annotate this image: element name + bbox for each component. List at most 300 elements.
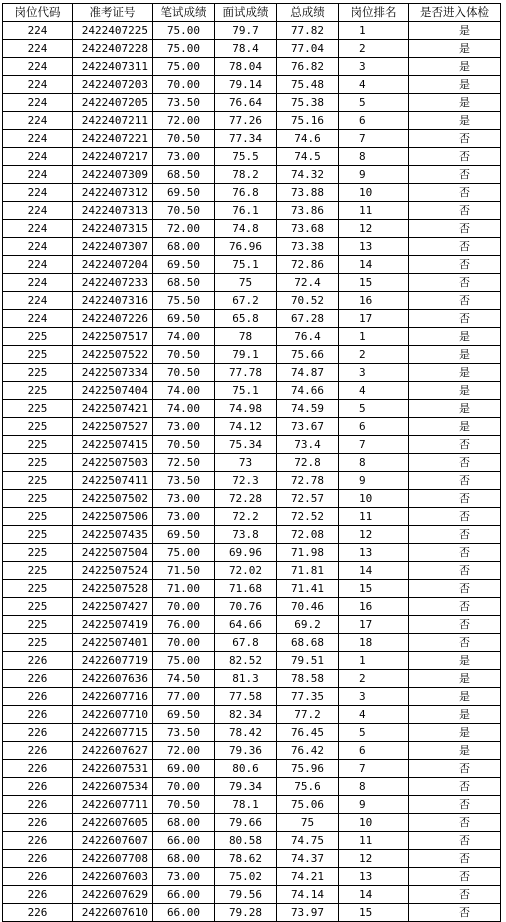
post-code-cell: 224: [3, 202, 73, 220]
interview-score-cell: 78.4: [215, 40, 277, 58]
rank-cell: 9: [339, 166, 409, 184]
interview-score-cell: 80.58: [215, 832, 277, 850]
interview-score-cell: 75.34: [215, 436, 277, 454]
rank-cell: 7: [339, 436, 409, 454]
interview-score-cell: 76.64: [215, 94, 277, 112]
physical-exam-cell: 否: [409, 580, 501, 598]
physical-exam-cell: 否: [409, 292, 501, 310]
interview-score-cell: 82.34: [215, 706, 277, 724]
physical-exam-cell: 否: [409, 760, 501, 778]
written-score-cell: 70.00: [153, 76, 215, 94]
ticket-number-cell: 2422507421: [73, 400, 153, 418]
total-score-cell: 75.96: [277, 760, 339, 778]
ticket-number-cell: 2422607710: [73, 706, 153, 724]
ticket-number-cell: 2422407221: [73, 130, 153, 148]
physical-exam-cell: 否: [409, 904, 501, 922]
total-score-cell: 77.2: [277, 706, 339, 724]
ticket-number-cell: 2422407217: [73, 148, 153, 166]
interview-score-cell: 78.42: [215, 724, 277, 742]
physical-exam-cell: 否: [409, 310, 501, 328]
total-score-cell: 77.04: [277, 40, 339, 58]
written-score-cell: 74.00: [153, 400, 215, 418]
post-code-cell: 226: [3, 652, 73, 670]
interview-score-cell: 75: [215, 274, 277, 292]
interview-score-cell: 71.68: [215, 580, 277, 598]
interview-score-cell: 78.2: [215, 166, 277, 184]
physical-exam-cell: 是: [409, 346, 501, 364]
post-code-cell: 225: [3, 418, 73, 436]
rank-cell: 15: [339, 904, 409, 922]
post-code-cell: 224: [3, 220, 73, 238]
total-score-cell: 73.67: [277, 418, 339, 436]
written-score-cell: 70.00: [153, 778, 215, 796]
table-row: [3, 616, 501, 634]
total-score-cell: 74.59: [277, 400, 339, 418]
interview-score-cell: 80.6: [215, 760, 277, 778]
written-score-cell: 75.00: [153, 544, 215, 562]
interview-score-cell: 74.8: [215, 220, 277, 238]
rank-cell: 10: [339, 184, 409, 202]
post-code-cell: 224: [3, 130, 73, 148]
physical-exam-cell: 否: [409, 130, 501, 148]
written-score-cell: 75.00: [153, 40, 215, 58]
table-row: [3, 814, 501, 832]
rank-cell: 3: [339, 688, 409, 706]
total-score-cell: 76.4: [277, 328, 339, 346]
interview-score-cell: 67.8: [215, 634, 277, 652]
rank-cell: 11: [339, 202, 409, 220]
table-row: [3, 436, 501, 454]
ticket-number-cell: 2422407226: [73, 310, 153, 328]
physical-exam-cell: 是: [409, 670, 501, 688]
post-code-cell: 225: [3, 436, 73, 454]
rank-cell: 3: [339, 58, 409, 76]
post-code-cell: 224: [3, 238, 73, 256]
ticket-number-cell: 2422507517: [73, 328, 153, 346]
post-code-cell: 225: [3, 598, 73, 616]
table-row: [3, 382, 501, 400]
post-code-cell: 224: [3, 256, 73, 274]
total-score-cell: 73.88: [277, 184, 339, 202]
post-code-cell: 225: [3, 580, 73, 598]
ticket-number-cell: 2422607531: [73, 760, 153, 778]
rank-cell: 17: [339, 616, 409, 634]
physical-exam-cell: 是: [409, 58, 501, 76]
table-row: [3, 202, 501, 220]
ticket-number-cell: 2422407228: [73, 40, 153, 58]
ticket-number-cell: 2422607607: [73, 832, 153, 850]
total-score-cell: 73.68: [277, 220, 339, 238]
total-score-cell: 75.48: [277, 76, 339, 94]
table-row: [3, 94, 501, 112]
rank-cell: 7: [339, 130, 409, 148]
rank-cell: 4: [339, 76, 409, 94]
table-row: [3, 580, 501, 598]
written-score-cell: 68.00: [153, 238, 215, 256]
written-score-cell: 69.50: [153, 706, 215, 724]
physical-exam-cell: 否: [409, 472, 501, 490]
physical-exam-cell: 否: [409, 544, 501, 562]
total-score-cell: 76.45: [277, 724, 339, 742]
physical-exam-cell: 是: [409, 112, 501, 130]
post-code-cell: 226: [3, 850, 73, 868]
ticket-number-cell: 2422607708: [73, 850, 153, 868]
written-score-cell: 70.50: [153, 436, 215, 454]
interview-score-cell: 78.1: [215, 796, 277, 814]
rank-cell: 15: [339, 580, 409, 598]
table-row: [3, 598, 501, 616]
interview-score-cell: 77.78: [215, 364, 277, 382]
written-score-cell: 73.50: [153, 94, 215, 112]
physical-exam-cell: 否: [409, 778, 501, 796]
interview-score-cell: 70.76: [215, 598, 277, 616]
ticket-number-cell: 2422507404: [73, 382, 153, 400]
table-row: [3, 418, 501, 436]
rank-cell: 4: [339, 706, 409, 724]
total-score-cell: 69.2: [277, 616, 339, 634]
post-code-cell: 225: [3, 616, 73, 634]
written-score-cell: 75.00: [153, 652, 215, 670]
table-row: [3, 688, 501, 706]
rank-cell: 14: [339, 886, 409, 904]
post-code-cell: 226: [3, 742, 73, 760]
written-score-cell: 73.00: [153, 508, 215, 526]
written-score-cell: 69.50: [153, 310, 215, 328]
table-row: [3, 472, 501, 490]
rank-cell: 5: [339, 724, 409, 742]
written-score-cell: 73.00: [153, 868, 215, 886]
written-score-cell: 66.00: [153, 904, 215, 922]
ticket-number-cell: 2422407315: [73, 220, 153, 238]
table-row: [3, 184, 501, 202]
interview-score-cell: 76.1: [215, 202, 277, 220]
total-score-cell: 74.14: [277, 886, 339, 904]
physical-exam-cell: 否: [409, 508, 501, 526]
written-score-cell: 69.00: [153, 760, 215, 778]
total-score-cell: 72.78: [277, 472, 339, 490]
interview-score-cell: 79.14: [215, 76, 277, 94]
ticket-number-cell: 2422407203: [73, 76, 153, 94]
post-code-cell: 224: [3, 148, 73, 166]
rank-cell: 5: [339, 94, 409, 112]
interview-score-cell: 74.98: [215, 400, 277, 418]
total-score-cell: 75.16: [277, 112, 339, 130]
physical-exam-cell: 否: [409, 454, 501, 472]
ticket-number-cell: 2422507524: [73, 562, 153, 580]
post-code-cell: 224: [3, 112, 73, 130]
table-row: [3, 760, 501, 778]
written-score-cell: 68.50: [153, 166, 215, 184]
ticket-number-cell: 2422607719: [73, 652, 153, 670]
rank-cell: 2: [339, 670, 409, 688]
post-code-cell: 225: [3, 328, 73, 346]
ticket-number-cell: 2422507334: [73, 364, 153, 382]
physical-exam-cell: 否: [409, 598, 501, 616]
table-row: [3, 130, 501, 148]
ticket-number-cell: 2422507528: [73, 580, 153, 598]
table-row: [3, 868, 501, 886]
interview-score-cell: 77.34: [215, 130, 277, 148]
total-score-cell: 70.52: [277, 292, 339, 310]
header-row: [3, 4, 501, 22]
ticket-number-cell: 2422607603: [73, 868, 153, 886]
table-row: [3, 562, 501, 580]
rank-cell: 12: [339, 220, 409, 238]
written-score-cell: 70.50: [153, 346, 215, 364]
written-score-cell: 72.50: [153, 454, 215, 472]
table-row: [3, 886, 501, 904]
physical-exam-cell: 否: [409, 148, 501, 166]
table-row: [3, 724, 501, 742]
header-post-rank: 岗位排名: [339, 4, 409, 22]
rank-cell: 10: [339, 490, 409, 508]
rank-cell: 3: [339, 364, 409, 382]
interview-score-cell: 75.5: [215, 148, 277, 166]
post-code-cell: 226: [3, 760, 73, 778]
post-code-cell: 226: [3, 814, 73, 832]
total-score-cell: 74.6: [277, 130, 339, 148]
rank-cell: 8: [339, 778, 409, 796]
interview-score-cell: 76.8: [215, 184, 277, 202]
physical-exam-cell: 否: [409, 220, 501, 238]
table-row: [3, 364, 501, 382]
physical-exam-cell: 否: [409, 490, 501, 508]
post-code-cell: 226: [3, 706, 73, 724]
total-score-cell: 74.21: [277, 868, 339, 886]
post-code-cell: 224: [3, 184, 73, 202]
table-row: [3, 490, 501, 508]
rank-cell: 8: [339, 454, 409, 472]
written-score-cell: 76.00: [153, 616, 215, 634]
post-code-cell: 226: [3, 688, 73, 706]
ticket-number-cell: 2422407233: [73, 274, 153, 292]
interview-score-cell: 74.12: [215, 418, 277, 436]
rank-cell: 13: [339, 238, 409, 256]
interview-score-cell: 72.02: [215, 562, 277, 580]
rank-cell: 7: [339, 760, 409, 778]
ticket-number-cell: 2422507503: [73, 454, 153, 472]
ticket-number-cell: 2422507411: [73, 472, 153, 490]
total-score-cell: 75.6: [277, 778, 339, 796]
table-row: [3, 508, 501, 526]
written-score-cell: 70.50: [153, 202, 215, 220]
table-row: [3, 292, 501, 310]
table-row: [3, 634, 501, 652]
written-score-cell: 70.00: [153, 634, 215, 652]
interview-score-cell: 78.62: [215, 850, 277, 868]
physical-exam-cell: 是: [409, 688, 501, 706]
ticket-number-cell: 2422507427: [73, 598, 153, 616]
table-row: [3, 112, 501, 130]
rank-cell: 6: [339, 112, 409, 130]
physical-exam-cell: 否: [409, 616, 501, 634]
interview-score-cell: 67.2: [215, 292, 277, 310]
post-code-cell: 226: [3, 904, 73, 922]
physical-exam-cell: 是: [409, 364, 501, 382]
table-row: [3, 670, 501, 688]
table-row: [3, 58, 501, 76]
table-row: [3, 652, 501, 670]
table-row: [3, 166, 501, 184]
interview-score-cell: 69.96: [215, 544, 277, 562]
total-score-cell: 72.52: [277, 508, 339, 526]
ticket-number-cell: 2422407211: [73, 112, 153, 130]
total-score-cell: 71.81: [277, 562, 339, 580]
post-code-cell: 225: [3, 400, 73, 418]
ticket-number-cell: 2422507527: [73, 418, 153, 436]
total-score-cell: 75.38: [277, 94, 339, 112]
physical-exam-cell: 否: [409, 436, 501, 454]
table-row: [3, 256, 501, 274]
interview-score-cell: 77.26: [215, 112, 277, 130]
total-score-cell: 74.32: [277, 166, 339, 184]
interview-score-cell: 72.2: [215, 508, 277, 526]
physical-exam-cell: 否: [409, 832, 501, 850]
table-row: [3, 526, 501, 544]
total-score-cell: 68.68: [277, 634, 339, 652]
physical-exam-cell: 否: [409, 886, 501, 904]
total-score-cell: 67.28: [277, 310, 339, 328]
written-score-cell: 74.50: [153, 670, 215, 688]
post-code-cell: 225: [3, 364, 73, 382]
written-score-cell: 74.00: [153, 328, 215, 346]
rank-cell: 8: [339, 148, 409, 166]
header-interview-score: 面试成绩: [215, 4, 277, 22]
post-code-cell: 224: [3, 22, 73, 40]
post-code-cell: 226: [3, 868, 73, 886]
written-score-cell: 69.50: [153, 526, 215, 544]
interview-score-cell: 79.36: [215, 742, 277, 760]
table-row: [3, 76, 501, 94]
physical-exam-cell: 否: [409, 256, 501, 274]
interview-score-cell: 75.02: [215, 868, 277, 886]
interview-score-cell: 79.56: [215, 886, 277, 904]
ticket-number-cell: 2422607716: [73, 688, 153, 706]
written-score-cell: 68.00: [153, 814, 215, 832]
exam-results-table: [2, 3, 501, 922]
written-score-cell: 72.00: [153, 220, 215, 238]
written-score-cell: 74.00: [153, 382, 215, 400]
total-score-cell: 72.08: [277, 526, 339, 544]
written-score-cell: 66.00: [153, 832, 215, 850]
ticket-number-cell: 2422607605: [73, 814, 153, 832]
physical-exam-cell: 否: [409, 274, 501, 292]
table-row: [3, 22, 501, 40]
ticket-number-cell: 2422507419: [73, 616, 153, 634]
total-score-cell: 70.46: [277, 598, 339, 616]
physical-exam-cell: 否: [409, 868, 501, 886]
interview-score-cell: 78: [215, 328, 277, 346]
ticket-number-cell: 2422407313: [73, 202, 153, 220]
ticket-number-cell: 2422507504: [73, 544, 153, 562]
table-row: [3, 706, 501, 724]
post-code-cell: 225: [3, 634, 73, 652]
ticket-number-cell: 2422607610: [73, 904, 153, 922]
post-code-cell: 224: [3, 58, 73, 76]
written-score-cell: 69.50: [153, 184, 215, 202]
post-code-cell: 224: [3, 274, 73, 292]
written-score-cell: 73.50: [153, 724, 215, 742]
total-score-cell: 75.66: [277, 346, 339, 364]
physical-exam-cell: 是: [409, 76, 501, 94]
interview-score-cell: 79.7: [215, 22, 277, 40]
written-score-cell: 73.00: [153, 490, 215, 508]
table-row: [3, 454, 501, 472]
rank-cell: 11: [339, 508, 409, 526]
rank-cell: 2: [339, 346, 409, 364]
total-score-cell: 76.82: [277, 58, 339, 76]
table-row: [3, 220, 501, 238]
rank-cell: 13: [339, 868, 409, 886]
post-code-cell: 224: [3, 310, 73, 328]
total-score-cell: 73.86: [277, 202, 339, 220]
interview-score-cell: 75.1: [215, 382, 277, 400]
total-score-cell: 75.06: [277, 796, 339, 814]
physical-exam-cell: 否: [409, 634, 501, 652]
ticket-number-cell: 2422507401: [73, 634, 153, 652]
post-code-cell: 224: [3, 40, 73, 58]
total-score-cell: 74.66: [277, 382, 339, 400]
interview-score-cell: 73: [215, 454, 277, 472]
ticket-number-cell: 2422607627: [73, 742, 153, 760]
written-score-cell: 70.50: [153, 130, 215, 148]
rank-cell: 16: [339, 598, 409, 616]
interview-score-cell: 79.66: [215, 814, 277, 832]
total-score-cell: 74.75: [277, 832, 339, 850]
ticket-number-cell: 2422507415: [73, 436, 153, 454]
total-score-cell: 72.57: [277, 490, 339, 508]
post-code-cell: 226: [3, 670, 73, 688]
ticket-number-cell: 2422607629: [73, 886, 153, 904]
physical-exam-cell: 是: [409, 94, 501, 112]
table-row: [3, 310, 501, 328]
written-score-cell: 73.50: [153, 472, 215, 490]
interview-score-cell: 76.96: [215, 238, 277, 256]
post-code-cell: 226: [3, 724, 73, 742]
written-score-cell: 73.00: [153, 148, 215, 166]
physical-exam-cell: 否: [409, 562, 501, 580]
written-score-cell: 75.00: [153, 58, 215, 76]
header-physical-exam: 是否进入体检: [409, 4, 501, 22]
rank-cell: 16: [339, 292, 409, 310]
post-code-cell: 225: [3, 526, 73, 544]
ticket-number-cell: 2422407311: [73, 58, 153, 76]
post-code-cell: 224: [3, 94, 73, 112]
total-score-cell: 73.97: [277, 904, 339, 922]
total-score-cell: 78.58: [277, 670, 339, 688]
header-total-score: 总成绩: [277, 4, 339, 22]
physical-exam-cell: 否: [409, 526, 501, 544]
table-row: [3, 148, 501, 166]
written-score-cell: 72.00: [153, 112, 215, 130]
physical-exam-cell: 是: [409, 652, 501, 670]
total-score-cell: 75: [277, 814, 339, 832]
post-code-cell: 225: [3, 490, 73, 508]
written-score-cell: 77.00: [153, 688, 215, 706]
ticket-number-cell: 2422607636: [73, 670, 153, 688]
interview-score-cell: 81.3: [215, 670, 277, 688]
rank-cell: 17: [339, 310, 409, 328]
ticket-number-cell: 2422407205: [73, 94, 153, 112]
total-score-cell: 71.98: [277, 544, 339, 562]
total-score-cell: 76.42: [277, 742, 339, 760]
written-score-cell: 70.00: [153, 598, 215, 616]
physical-exam-cell: 否: [409, 796, 501, 814]
post-code-cell: 226: [3, 832, 73, 850]
written-score-cell: 68.50: [153, 274, 215, 292]
rank-cell: 9: [339, 796, 409, 814]
rank-cell: 6: [339, 418, 409, 436]
